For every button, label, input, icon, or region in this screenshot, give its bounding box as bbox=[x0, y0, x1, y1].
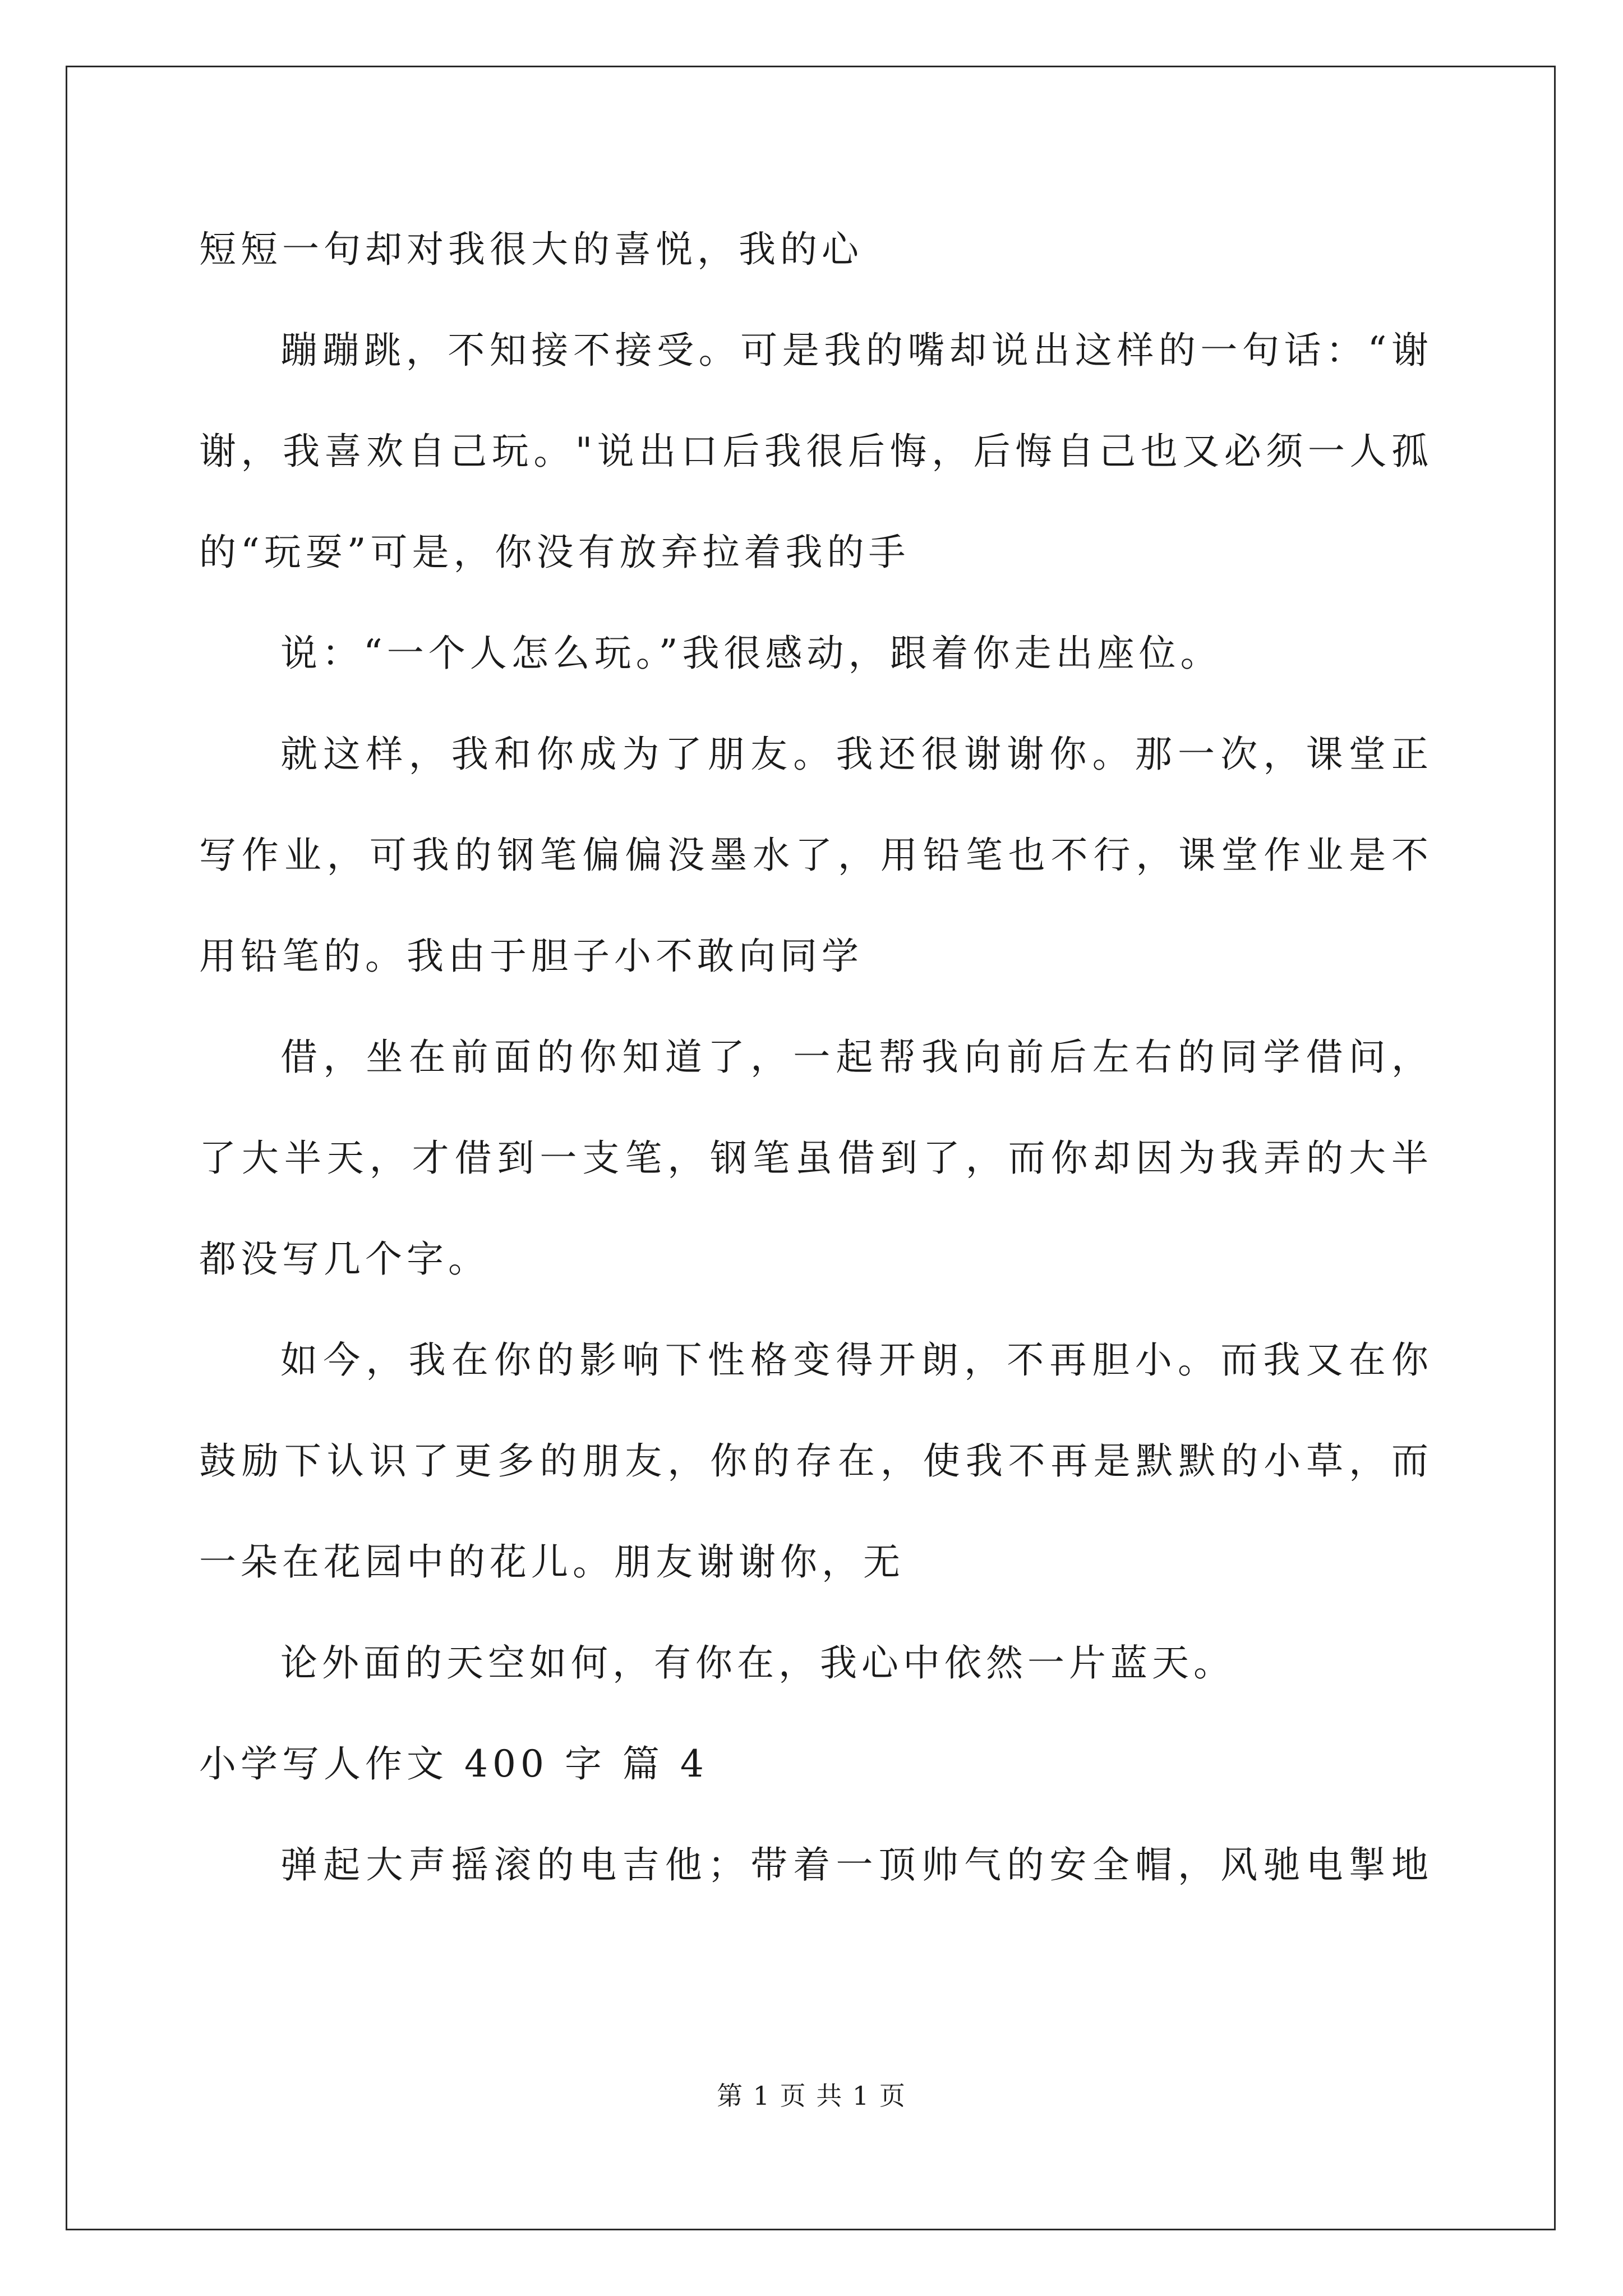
text-line-6: 就这样，我和你成为了朋友。我还很谢谢你。那一次，课堂正 bbox=[280, 733, 1433, 776]
text-line-11: 都没写几个字。 bbox=[199, 1237, 490, 1281]
page-footer: 第 1 页 共 1 页 bbox=[717, 2081, 906, 2111]
text-line-17: 弹起大声摇滚的电吉他；带着一顶帅气的安全帽，风驰电掣地 bbox=[280, 1843, 1433, 1887]
text-line-2: 蹦蹦跳，不知接不接受。可是我的嘴却说出这样的一句话：“谢 bbox=[280, 329, 1433, 372]
text-line-10: 了大半天，才借到一支笔，钢笔虽借到了，而你却因为我弄的大半 bbox=[199, 1137, 1433, 1180]
text-line-14: 一朵在花园中的花儿。朋友谢谢你，无 bbox=[199, 1540, 905, 1584]
text-line-13: 鼓励下认识了更多的朋友，你的存在，使我不再是默默的小草，而 bbox=[199, 1439, 1433, 1483]
text-line-1: 短短一句却对我很大的喜悦，我的心 bbox=[199, 228, 863, 271]
text-line-12: 如今，我在你的影响下性格变得开朗，不再胆小。而我又在你 bbox=[280, 1338, 1433, 1382]
text-line-8: 用铅笔的。我由于胆子小不敢向同学 bbox=[199, 935, 863, 978]
text-line-7: 写作业，可我的钢笔偏偏没墨水了，用铅笔也不行，课堂作业是不 bbox=[199, 834, 1433, 877]
section-heading: 小学写人作文 400 字 篇 4 bbox=[199, 1742, 708, 1786]
text-line-5: 说：“一个人怎么玩。”我很感动，跟着你走出座位。 bbox=[280, 632, 1222, 675]
document-body bbox=[199, 199, 1433, 1916]
text-line-3: 谢，我喜欢自己玩。"说出口后我很后悔，后悔自己也又必须一人孤 bbox=[199, 430, 1433, 473]
text-line-4: 的“玩耍”可是，你没有放弃拉着我的手 bbox=[199, 531, 910, 574]
text-line-9: 借，坐在前面的你知道了，一起帮我向前后左右的同学借问， bbox=[280, 1036, 1433, 1079]
text-line-15: 论外面的天空如何，有你在，我心中依然一片蓝天。 bbox=[280, 1641, 1235, 1685]
